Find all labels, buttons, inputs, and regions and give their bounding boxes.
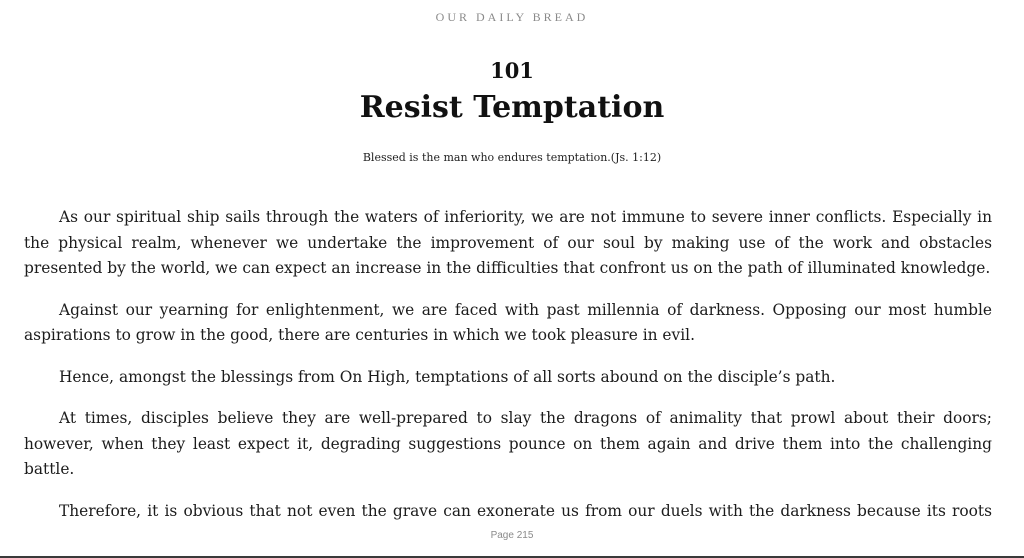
- body-text: [24, 205, 992, 540]
- paragraph: At times, disciples believe they are well-prepared to slay the dragons of animality that prowl about their doors; however, when they least expect it, degrading suggestions pounce on them again and drive them into the challenging battle.: [24, 409, 992, 478]
- chapter-number: 101: [490, 58, 534, 83]
- paragraph: Hence, amongst the blessings from On High, temptations of all sorts abound on the disciple’s path.: [59, 367, 836, 386]
- paragraph: As our spiritual ship sails through the waters of inferiority, we are not immune to severe inner conflicts. Especially in the physical realm, whenever we undertake the improvement of our soul by making use of the work and obstacles presented by the world, we can expect an increase in the difficulties that confront us on the path of illuminated knowledge.: [24, 208, 992, 277]
- running-head: OUR DAILY BREAD: [435, 10, 589, 24]
- paragraph: Therefore, it is obvious that not even the grave can exonerate us from our duels with the darkness because its roots: [59, 501, 992, 520]
- page-number: Page 215: [490, 530, 534, 541]
- chapter-title: Resist Temptation: [359, 90, 665, 125]
- epigraph: Blessed is the man who endures temptation.(Js. 1:12): [362, 151, 662, 164]
- paragraph: Against our yearning for enlightenment, we are faced with past millennia of darkness. Opposing our most humble aspirations to grow in the good, there are centuries in which we took pleasure in evil.: [24, 300, 992, 344]
